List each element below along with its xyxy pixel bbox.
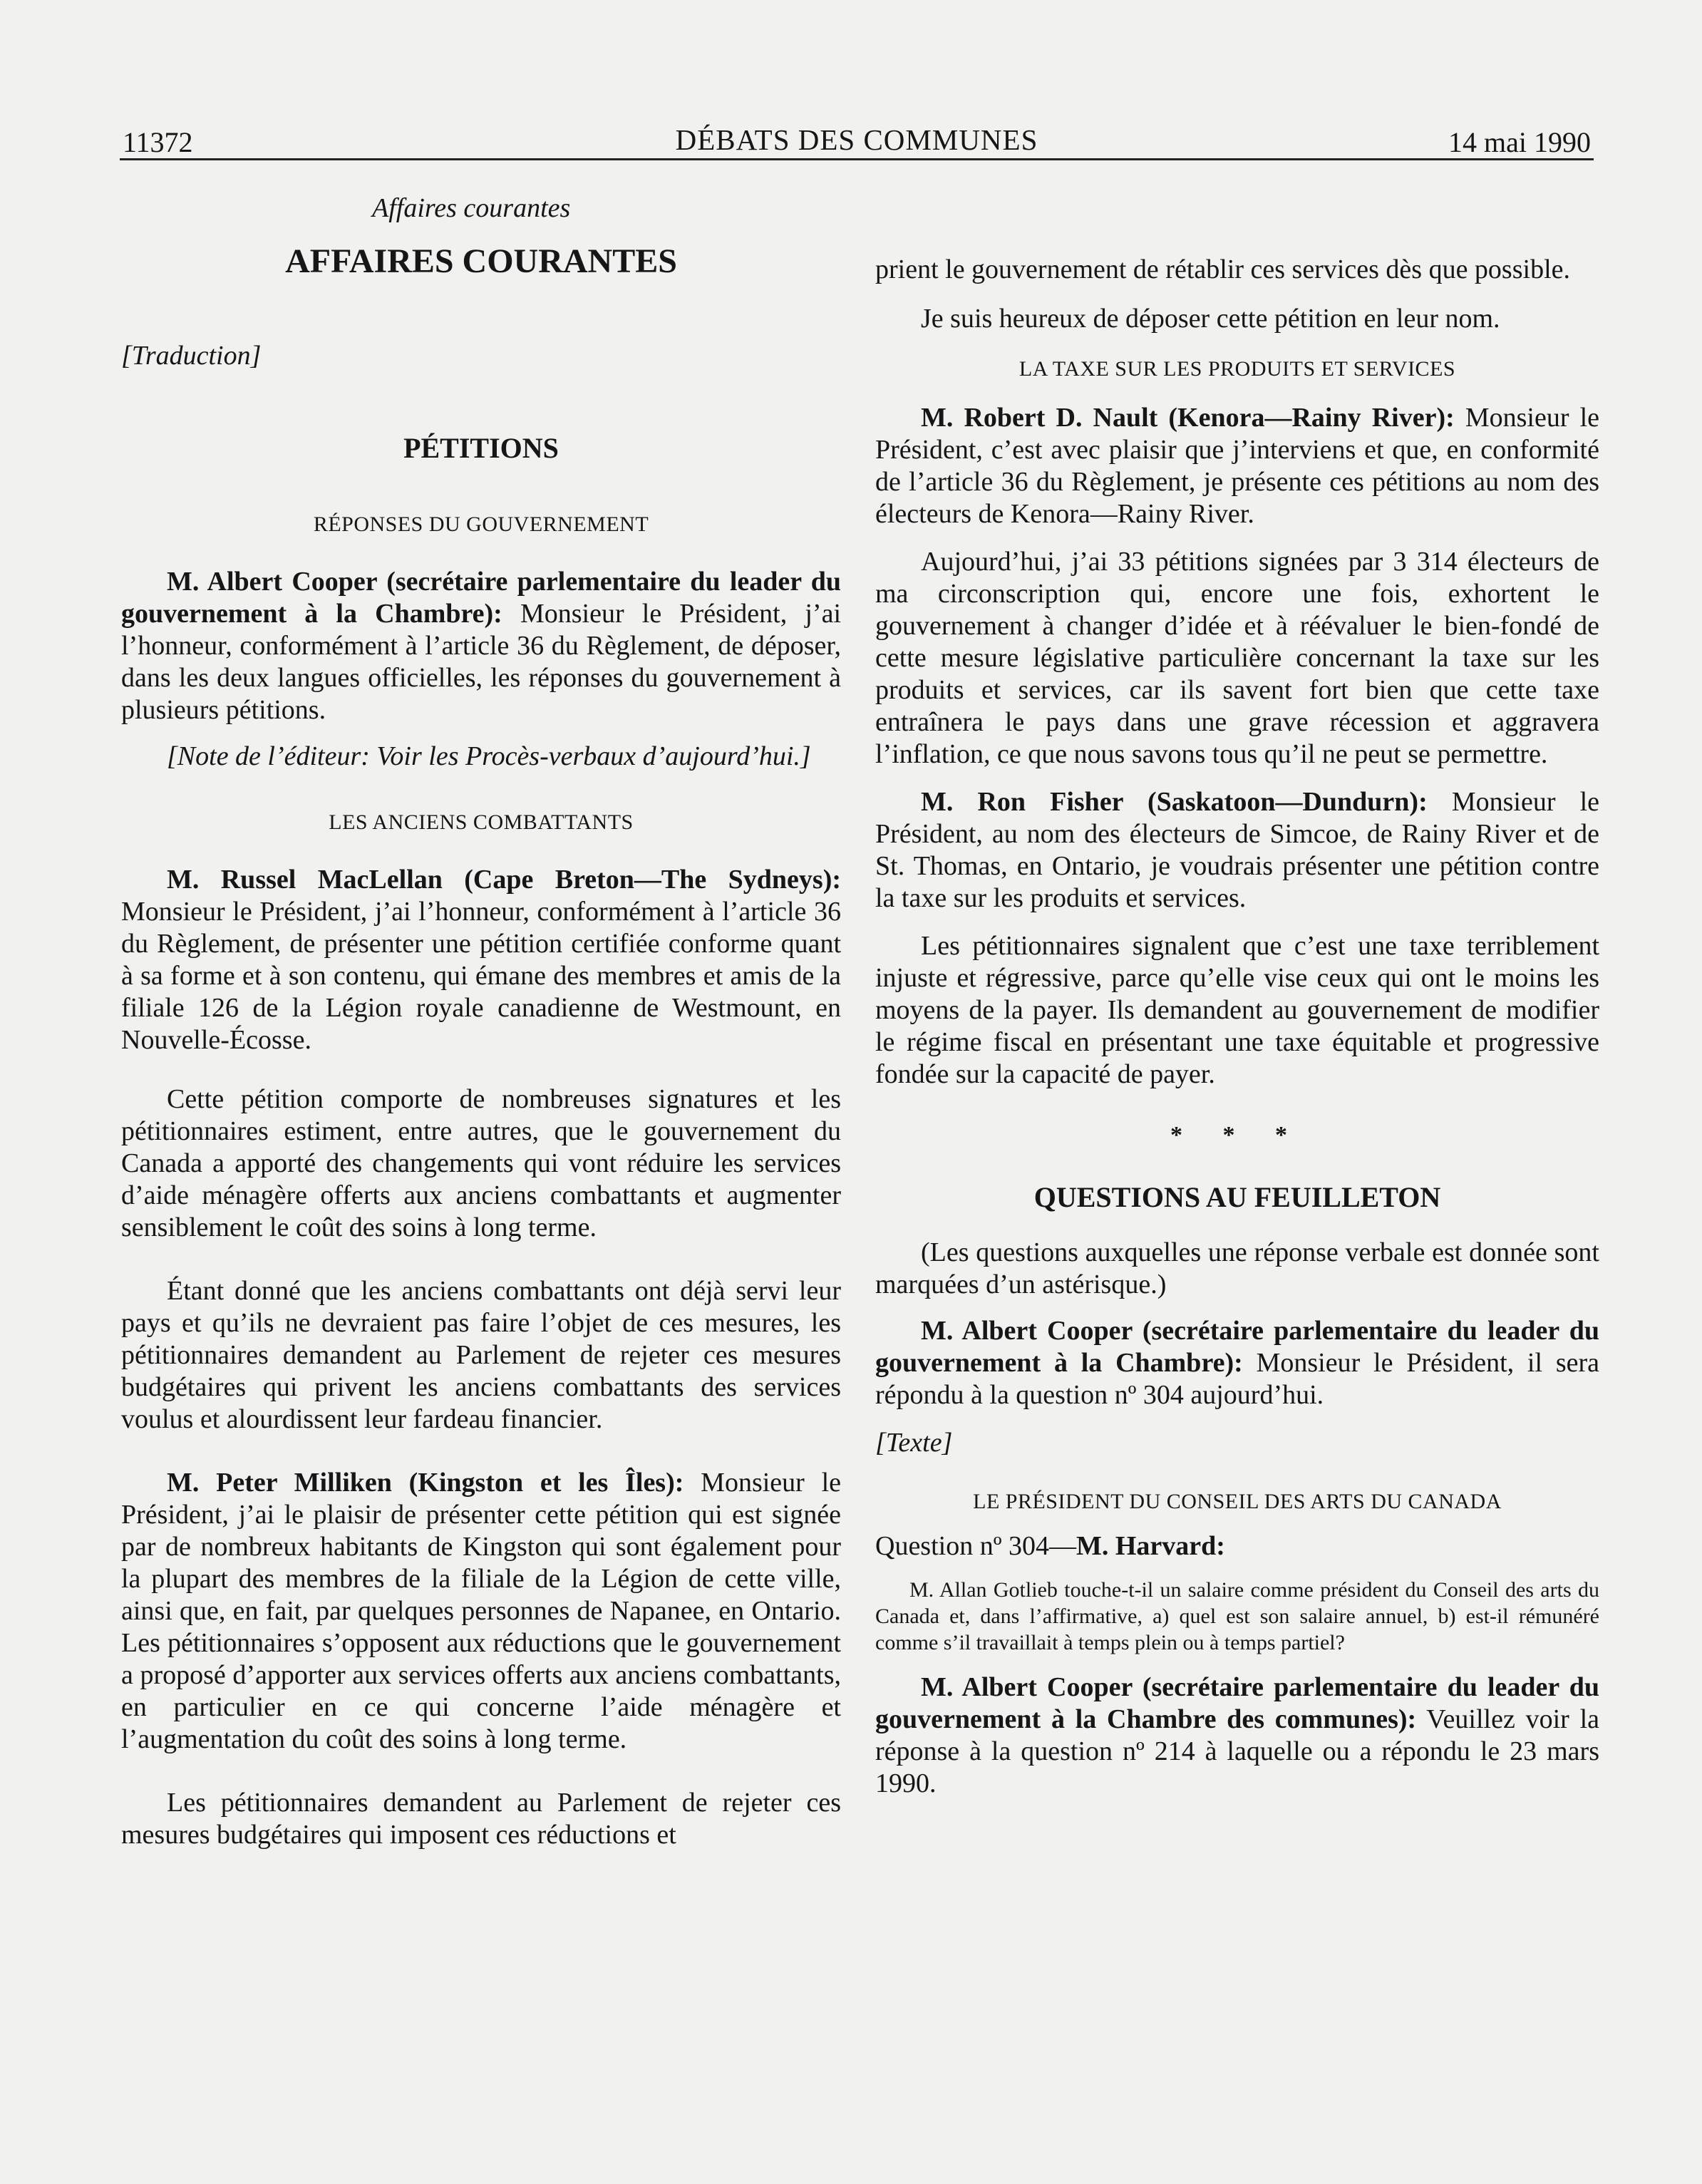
fisher-paragraph (875, 786, 1599, 915)
signatures-paragraph: Cette pétition comporte de nombreuses signatures et les pétitionnaires estiment, entre autres, que le gouvernement du Canada a apporté des changements qui vont réduire les services d’aide ménagère offerts aux anciens combattants et augmenter sensiblement le coût des soins à long terme. (121, 1084, 841, 1242)
signalent-paragraph: Les pétitionnaires signalent que c’est une taxe terriblement injuste et régressive, parce qu’elle vise ceux qui ont le moins les moyens de la payer. Ils demandent au gouvernement de modifier le régime fiscal en présentant une taxe équitable et progressive fondée sur la capacité de payer. (875, 931, 1599, 1089)
cooper-speaker: M. Albert Cooper (secrétaire parlementaire du leader du gouvernement à la Chambre): (121, 567, 841, 629)
maclellan-text: Monsieur le Président, j’ai l’honneur, conformément à l’article 36 du Règlement, de présenter une pétition certifiée conforme quant à sa forme et à son contenu, qui émane des membres et amis de la filiale 126 de la Légion royale canadienne de Westmount, en Nouvelle-Écosse. (121, 897, 841, 1055)
prient-paragraph: prient le gouvernement de rétablir ces services dès que possible. (875, 254, 1570, 284)
texte-note (875, 1427, 1599, 1459)
page-number: 11372 (123, 126, 193, 158)
right-column (875, 254, 1599, 1800)
editor-note: [Note de l’éditeur: Voir les Procès-verbaux d’aujourd’hui.] (167, 741, 811, 771)
cooper2-speaker: M. Albert Cooper (secrétaire parlementaire du leader du gouvernement à la Chambre): (875, 1316, 1599, 1378)
question-asker: M. Harvard: (1076, 1531, 1225, 1561)
asterisque-paragraph: (Les questions auxquelles une réponse verbale est donnée sont marquées d’un astérisque.) (875, 1237, 1599, 1299)
heureux-paragraph: Je suis heureux de déposer cette pétition en leur nom. (921, 304, 1500, 334)
main-heading: AFFAIRES COURANTES (285, 242, 677, 280)
question-text: M. Allan Gotlieb touche-t-il un salaire comme président du Conseil des arts du Canada et, dans l’affirmative, a) quel est son salaire annuel, b) est-il rémunéré comme s’il travaillait à temps plein ou à temps partiel? (875, 1578, 1599, 1654)
anciens-subheading: LES ANCIENS COMBATTANTS (329, 810, 634, 834)
milliken-text: Monsieur le Président, j’ai le plaisir de présenter cette pétition qui est signée par de nombreux habitants de Kingston qui sont également pour la plupart des membres de la filiale de la Légion de cette ville, ainsi que, en fait, par quelques personnes de Napanee, en Ontario. Les pétitionnaires s’opposent aux réductions que le gouvernement a proposé d’apporter aux services offerts aux anciens combattants, en particulier en ce qui concerne l’aide ménagère et l’augmentation du coût des soins à long terme. (121, 1468, 842, 1754)
maclellan-speaker: M. Russel MacLellan (Cape Breton—The Sydneys): (167, 865, 841, 895)
etant-paragraph: Étant donné que les anciens combattants ont déjà servi leur pays et qu’ils ne devraient pas faire l’objet de ces mesures, les pétitionnaires demandent au Parlement de rejeter ces mesures budgétaires qui privent les anciens combattants des services voulus et alourdissent leur fardeau financier. (121, 1276, 841, 1434)
demandent-paragraph: Les pétitionnaires demandent au Parlement de rejeter ces mesures budgétaires qui imposent ces réductions et (121, 1788, 841, 1850)
traduction-note (121, 340, 841, 372)
page-date: 14 mai 1990 (1448, 126, 1591, 158)
publication-title: DÉBATS DES COMMUNES (675, 123, 1038, 156)
milliken-paragraph (121, 1467, 841, 1756)
reponses-subheading: RÉPONSES DU GOUVERNEMENT (313, 512, 649, 536)
traduction-text: [Traduction] (121, 341, 262, 371)
cooper-paragraph (121, 566, 841, 726)
questions-heading: QUESTIONS AU FEUILLETON (1033, 1181, 1441, 1213)
cooper2-text: Monsieur le Président, il sera répondu à la question nº 304 aujourd’hui. (875, 1348, 1599, 1410)
nault-speaker: M. Robert D. Nault (Kenora—Rainy River): (921, 403, 1455, 433)
fisher-speaker: M. Ron Fisher (Saskatoon—Dundurn): (921, 787, 1428, 817)
nault-text: Monsieur le Président, c’est avec plaisir que j’interviens et que, en conformité de l’article 36 du Règlement, je présente ces pétitions au nom des électeurs de Kenora—Rainy River. (875, 403, 1600, 529)
question-line (875, 1530, 1599, 1562)
milliken-speaker: M. Peter Milliken (Kingston et les Îles): (167, 1468, 684, 1498)
cooper2-paragraph (875, 1315, 1599, 1411)
cooper3-speaker: M. Albert Cooper (secrétaire parlementaire du leader du gouvernement à la Chambre des communes): (875, 1672, 1599, 1734)
cooper-text: Monsieur le Président, j’ai l’honneur, conformément à l’article 36 du Règlement, de déposer, dans les deux langues officielles, les réponses du gouvernement à plusieurs pétitions. (121, 599, 841, 725)
texte-text: [Texte] (875, 1428, 953, 1458)
cooper3-paragraph (875, 1672, 1599, 1800)
conseil-subheading: LE PRÉSIDENT DU CONSEIL DES ARTS DU CANADA (973, 1490, 1502, 1513)
taxe-subheading: LA TAXE SUR LES PRODUITS ET SERVICES (1018, 357, 1456, 381)
aujourdhui-paragraph: Aujourd’hui, j’ai 33 pétitions signées par 3 314 électeurs de ma circonscription qui, encore une fois, exhortent le gouvernement à changer d’idée et à réévaluer le bien-fondé de cette mesure législative particulière concernant la taxe sur les produits et services, car ils savent fort bien que cette taxe entraînera le pays dans une grave récession et aggravera l’inflation, ce que nous savons tous qu’il ne peut se permettre. (875, 547, 1599, 769)
question-label: Question nº 304— (875, 1531, 1076, 1561)
cooper3-text: Veuillez voir la réponse à la question nº 214 à laquelle ou a répondu le 23 mars 1990. (875, 1704, 1599, 1798)
section-separator: * * * (1170, 1122, 1304, 1148)
fisher-text: Monsieur le Président, au nom des électeurs de Simcoe, de Rainy River et de St. Thomas, en Ontario, je voudrais présenter une pétition contre la taxe sur les produits et services. (875, 787, 1600, 913)
running-head: Affaires courantes (372, 193, 571, 223)
maclellan-paragraph (121, 864, 841, 1056)
petitions-heading: PÉTITIONS (403, 432, 559, 464)
page-header (123, 120, 1591, 161)
header-rule (120, 158, 1594, 160)
nault-paragraph (875, 402, 1599, 530)
left-column (121, 192, 841, 1851)
